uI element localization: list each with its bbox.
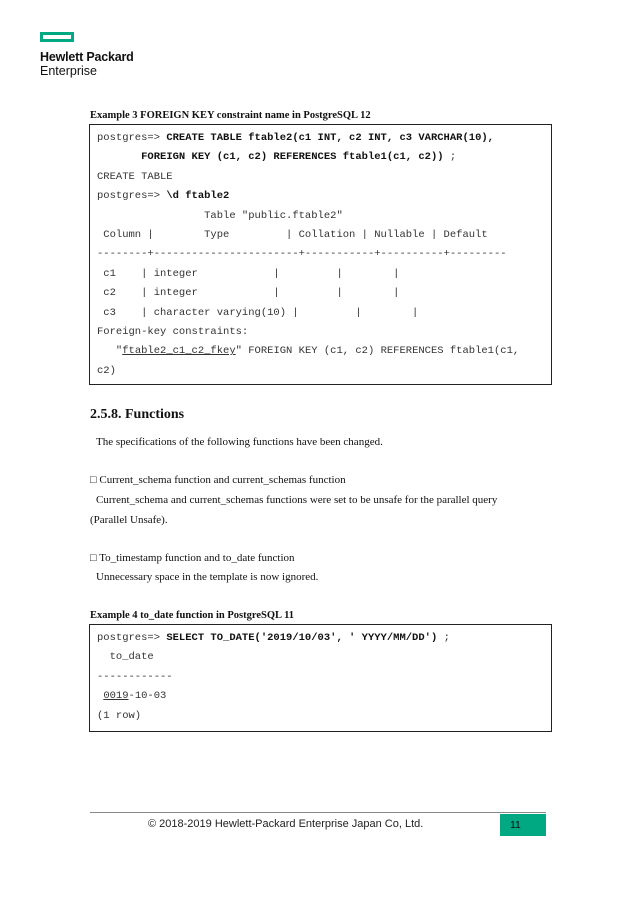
code-line: --------+-----------------------+-----------+----------+---------: [97, 248, 507, 261]
code-line: CREATE TABLE: [97, 170, 173, 183]
footer-divider: [90, 812, 546, 813]
code-line: FOREIGN KEY (c1, c2) REFERENCES ftable1(c1, c2)) ;: [141, 151, 457, 164]
section-heading: 2.5.8. Functions: [90, 407, 185, 422]
code-line: postgres=> CREATE TABLE ftable2(c1 INT, c2 INT, c3 VARCHAR(10),: [97, 132, 494, 144]
code-line-wrap: c2): [97, 364, 116, 377]
item1-text-a: Current_schema and current_schemas functions were set to be unsafe for the parallel query: [96, 494, 498, 506]
code-line-rowcount: (1 row): [97, 709, 142, 722]
item1-title: □ Current_schema function and current_schemas function: [90, 474, 346, 486]
code-line-value: 0019-10-03: [103, 690, 167, 703]
footer-copyright: © 2018-2019 Hewlett-Packard Enterprise Japan Co, Ltd.: [148, 818, 424, 830]
example4-code-box: [89, 624, 552, 732]
code-line: Column | Type | Collation | Nullable | Default: [97, 228, 488, 241]
code-line-query: postgres=> SELECT TO_DATE('2019/10/03', ' YYYY/MM/DD') ;: [97, 632, 450, 644]
hpe-logo-name: Hewlett Packard: [40, 50, 134, 64]
code-line: Table "public.ftable2": [97, 209, 343, 222]
item2-title: □ To_timestamp function and to_date function: [90, 552, 295, 564]
code-line-column: to_date: [97, 651, 154, 664]
example3-code-box: [89, 124, 552, 385]
hpe-logo-sub: Enterprise: [40, 64, 97, 78]
code-line-separator: ------------: [97, 670, 173, 683]
item1-text-b: (Parallel Unsafe).: [90, 514, 168, 526]
example4-caption: Example 4 to_date function in PostgreSQL 11: [90, 610, 294, 621]
code-line-fk: "ftable2_c1_c2_fkey" FOREIGN KEY (c1, c2) REFERENCES ftable1(c1,: [97, 345, 520, 358]
code-line: c1 | integer | | |: [97, 267, 400, 280]
section-intro: The specifications of the following functions have been changed.: [96, 436, 383, 448]
page-number: 11: [500, 814, 546, 836]
example3-code-lines: [97, 129, 551, 342]
hpe-logo-mark: [40, 32, 74, 42]
code-line: postgres=> \d ftable2: [97, 190, 230, 203]
code-line: c2 | integer | | |: [97, 287, 400, 300]
example3-caption: Example 3 FOREIGN KEY constraint name in PostgreSQL 12: [90, 110, 371, 121]
code-line: c3 | character varying(10) | | |: [97, 306, 419, 319]
code-line: Foreign-key constraints:: [97, 325, 249, 338]
item2-text: Unnecessary space in the template is now ignored.: [96, 571, 319, 583]
